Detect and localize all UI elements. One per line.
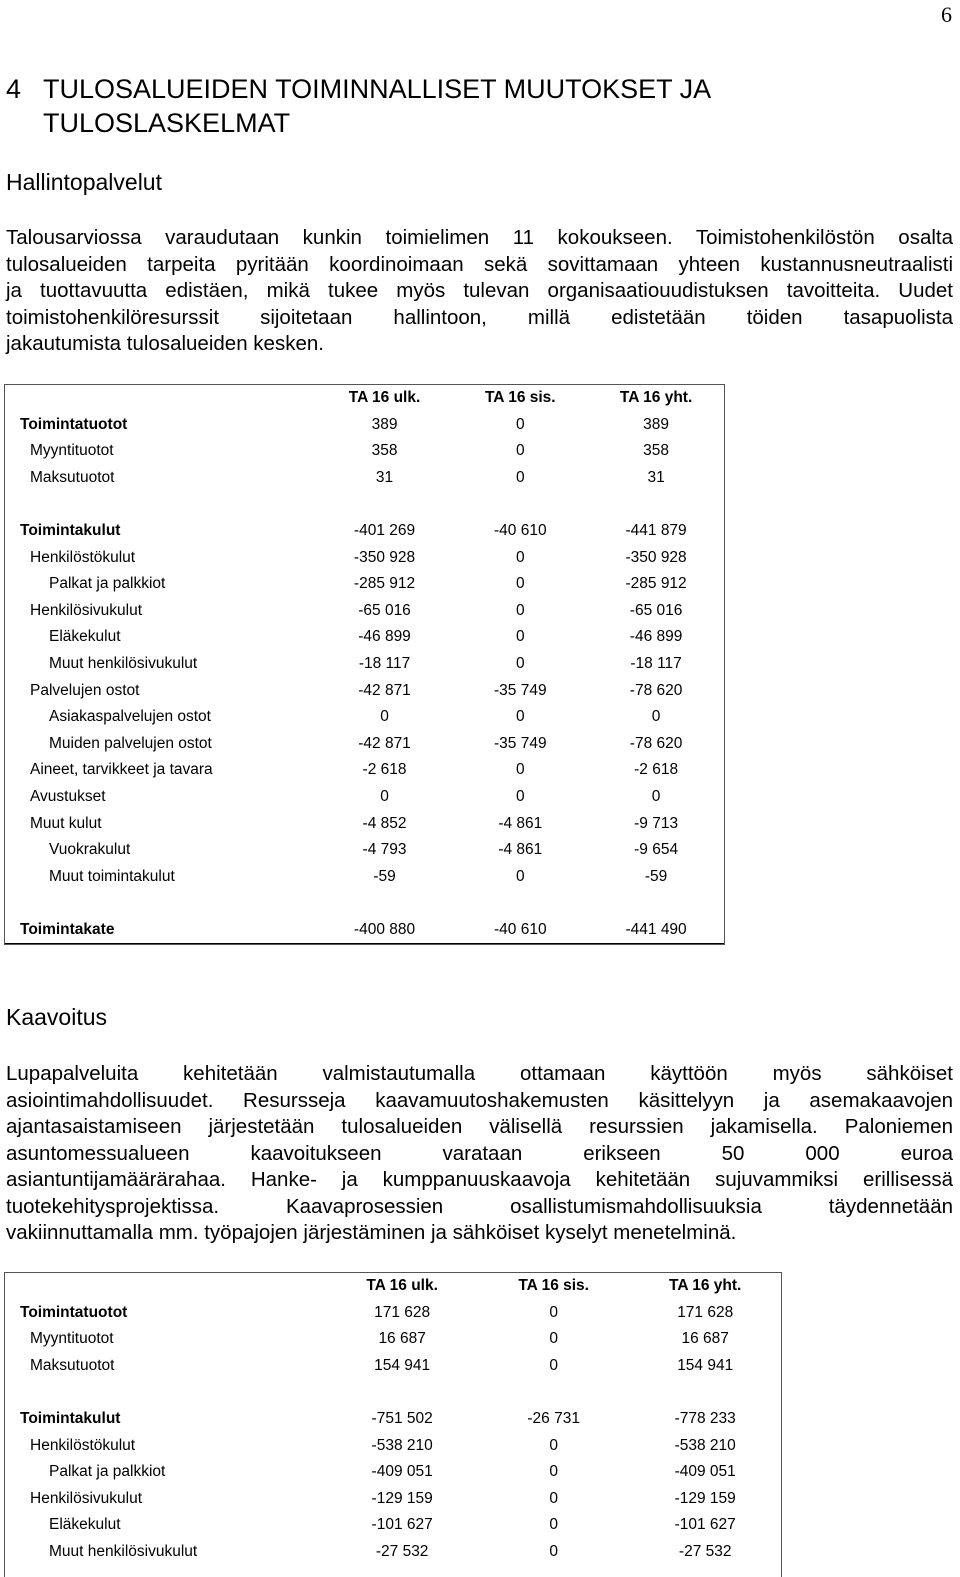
- row-value: 0: [515, 415, 525, 433]
- table-hallinto: [5, 385, 724, 944]
- row-value: 0: [515, 787, 525, 805]
- row-value: 16 687: [378, 1330, 426, 1348]
- row-value: 0: [515, 708, 525, 726]
- row-value: 0: [515, 442, 525, 460]
- row-value: -4 861: [498, 841, 543, 859]
- table-row: [5, 1433, 781, 1460]
- row-value: 0: [549, 1356, 558, 1374]
- row-value: -4 793: [362, 841, 407, 859]
- row-value: 0: [651, 708, 661, 726]
- chapter-title-line-2: TULOSLASKELMAT: [43, 108, 291, 138]
- row-label: Muiden palvelujen ostot: [49, 734, 212, 752]
- row-value: -26 731: [527, 1409, 580, 1427]
- column-header: TA 16 yht.: [669, 1277, 742, 1294]
- paragraph-kaavoitus: [6, 1061, 953, 1247]
- financial-table-hallinto: [4, 384, 725, 945]
- row-value: -35 749: [494, 734, 547, 752]
- table-row: [5, 704, 724, 731]
- row-value: -78 620: [629, 681, 683, 699]
- row-value: -409 051: [371, 1463, 433, 1481]
- table-row: [5, 1353, 781, 1380]
- row-value: 0: [549, 1303, 558, 1321]
- row-value: 0: [515, 628, 525, 646]
- row-label: Toimintakulut: [20, 521, 121, 539]
- row-value: -4 861: [498, 814, 543, 832]
- financial-table-kaavoitus: [4, 1272, 782, 1577]
- row-value: -18 117: [630, 654, 682, 672]
- row-value: -401 269: [353, 521, 416, 539]
- row-label: Maksutuotot: [30, 1356, 115, 1374]
- row-value: 0: [515, 468, 525, 486]
- row-label: Henkilöstökulut: [30, 548, 136, 566]
- row-value: -441 879: [625, 521, 687, 539]
- table-row: [5, 757, 724, 784]
- row-label: Toimintatuotot: [20, 415, 128, 433]
- paragraph-line: vakiinnuttamalla mm. työpajojen järjestäminen ja sähköiset kyselyt menetelminä.: [6, 1221, 737, 1244]
- row-value: -350 928: [625, 548, 687, 566]
- chapter-number: 4: [6, 74, 22, 104]
- row-value: -2 618: [634, 761, 679, 779]
- row-value: -46 899: [629, 628, 683, 646]
- row-value: -101 627: [371, 1516, 433, 1534]
- row-label: Muut henkilösivukulut: [49, 654, 198, 672]
- row-value: 0: [549, 1489, 558, 1507]
- row-label: Vuokrakulut: [49, 841, 131, 859]
- table-row: [5, 731, 724, 758]
- row-value: -40 610: [494, 521, 547, 539]
- header-blank-cell: [5, 1273, 326, 1300]
- row-label: Muut kulut: [30, 814, 102, 832]
- table-row: [5, 1539, 781, 1566]
- paragraph-line: Talousarviossa varaudutaan kunkin toimielimen 11 kokoukseen. Toimistohenkilöstön osalta: [6, 226, 953, 249]
- row-value: -350 928: [353, 548, 416, 566]
- row-label: Eläkekulut: [49, 1516, 121, 1534]
- row-value: -129 159: [371, 1489, 433, 1507]
- paragraph-line: jakautumista tulosalueiden kesken.: [6, 332, 324, 355]
- row-label: Palkat ja palkkiot: [49, 575, 166, 593]
- row-value: -285 912: [625, 575, 687, 593]
- row-value: 0: [549, 1463, 558, 1481]
- paragraph-line: ajantasaistamiseen järjestetään tulosalueiden välisellä resurssien jakamisella. Paloniemen: [6, 1115, 953, 1138]
- row-label: Henkilösivukulut: [30, 1489, 142, 1507]
- row-value: -9 713: [634, 814, 679, 832]
- row-label: Avustukset: [30, 787, 106, 805]
- row-value: -778 233: [674, 1409, 736, 1427]
- row-label: Asiakaspalvelujen ostot: [49, 708, 211, 726]
- row-value: 0: [549, 1516, 558, 1534]
- table-row: [5, 837, 724, 864]
- table-spacer-row: [5, 1379, 781, 1406]
- row-value: -40 610: [452, 917, 588, 944]
- row-value: 0: [380, 787, 389, 805]
- table-spacer-row: [5, 890, 724, 917]
- row-value: 0: [549, 1330, 558, 1348]
- paragraph-line: tuotekehitysprojektissa. Kaavaprosessien osallistumismahdollisuuksia täydennetään: [6, 1194, 953, 1218]
- row-value: -27 532: [678, 1542, 732, 1560]
- table-row: [5, 545, 724, 572]
- row-value: -400 880: [317, 917, 453, 944]
- row-value: 0: [515, 601, 525, 619]
- row-value: 389: [371, 415, 398, 433]
- section-heading-hallinto: Hallintopalvelut: [6, 169, 162, 195]
- row-label: Toimintakulut: [20, 1409, 121, 1427]
- column-header: TA 16 ulk.: [348, 389, 421, 406]
- row-value: 0: [515, 761, 525, 779]
- row-value: 0: [380, 708, 389, 726]
- paragraph-line: ja tuottavuutta edistäen, mikä tukee myös tulevan organisaatiouudistuksen tavoitteita. Uudet: [6, 279, 953, 302]
- column-header: TA 16 yht.: [619, 389, 693, 406]
- row-label: Henkilösivukulut: [30, 601, 142, 619]
- row-value: -2 618: [362, 761, 407, 779]
- table-row: [5, 465, 724, 492]
- row-value: -65 016: [629, 601, 683, 619]
- row-value: 0: [651, 787, 661, 805]
- row-value: -27 532: [375, 1542, 429, 1560]
- row-value: 171 628: [374, 1303, 431, 1321]
- paragraph-line: asiantuntijamäärärahaa. Hanke- ja kumppanuuskaavoja kehitetään sujuvammiksi erillisessä: [6, 1168, 953, 1191]
- row-value: 0: [515, 867, 525, 885]
- row-value: -42 871: [358, 681, 411, 699]
- table-spacer-row: [5, 491, 724, 518]
- row-value: 0: [549, 1436, 558, 1454]
- row-label: Palvelujen ostot: [30, 681, 140, 699]
- row-value: -35 749: [494, 681, 547, 699]
- row-label: Muut henkilösivukulut: [49, 1542, 198, 1560]
- table-kaavoitus: [5, 1273, 781, 1566]
- table-row: [5, 571, 724, 598]
- row-value: 0: [549, 1542, 558, 1560]
- row-value: 154 941: [677, 1356, 734, 1374]
- row-label: Toimintatuotot: [20, 1303, 128, 1321]
- row-value: 31: [647, 468, 665, 486]
- row-value: -101 627: [674, 1516, 736, 1534]
- row-value: -285 912: [353, 575, 416, 593]
- row-value: 358: [371, 442, 398, 460]
- row-value: 0: [515, 654, 525, 672]
- table-row: [5, 412, 724, 439]
- row-value: -59: [373, 867, 396, 885]
- row-label: Myyntituotot: [30, 1330, 114, 1348]
- row-value: -9 654: [634, 841, 679, 859]
- row-label: Maksutuotot: [30, 468, 115, 486]
- row-value: 0: [515, 575, 525, 593]
- chapter-title-line-1: TULOSALUEIDEN TOIMINNALLISET MUUTOKSET JA: [43, 74, 712, 104]
- row-value: 154 941: [374, 1356, 431, 1374]
- spacer-cell: [5, 1379, 781, 1406]
- row-label: Henkilöstökulut: [30, 1436, 136, 1454]
- column-header: TA 16 ulk.: [366, 1277, 438, 1294]
- table-row: [5, 1459, 781, 1486]
- row-value: -441 490: [588, 917, 724, 944]
- row-value: 389: [643, 415, 670, 433]
- paragraph-line: asiointimahdollisuudet. Resursseja kaavamuutoshakemusten käsittelyyn ja asemakaavojen: [6, 1088, 953, 1112]
- row-value: -59: [644, 867, 668, 885]
- row-value: -78 620: [629, 734, 683, 752]
- table-row: [5, 864, 724, 891]
- table-row: [5, 518, 724, 545]
- row-value: -65 016: [358, 601, 411, 619]
- page-number: 6: [941, 2, 952, 27]
- row-label: Toimintakate: [5, 917, 317, 944]
- spacer-cell: [5, 491, 724, 518]
- paragraph-line: asuntomessualueen kaavoitukseen varataan erikseen 50 000 euroa: [6, 1141, 953, 1165]
- row-value: -18 117: [358, 654, 411, 672]
- chapter-title: [6, 72, 946, 140]
- header-blank-cell: [5, 385, 317, 412]
- row-label: Myyntituotot: [30, 442, 114, 460]
- row-label: Eläkekulut: [49, 628, 121, 646]
- table-row: [5, 438, 724, 465]
- table-row: [5, 811, 724, 838]
- table-row: [5, 1300, 781, 1327]
- row-value: -409 051: [674, 1463, 736, 1481]
- row-value: -751 502: [371, 1409, 433, 1427]
- row-label: Palkat ja palkkiot: [49, 1463, 166, 1481]
- table-row: [5, 598, 724, 625]
- paragraph-hallinto: [6, 225, 953, 358]
- table-row: [5, 784, 724, 811]
- row-value: 358: [643, 442, 670, 460]
- row-label: Aineet, tarvikkeet ja tavara: [30, 761, 213, 779]
- section-heading-kaavoitus: Kaavoitus: [6, 1004, 108, 1030]
- row-value: -46 899: [358, 628, 411, 646]
- row-value: 171 628: [677, 1303, 734, 1321]
- table-row: [5, 1486, 781, 1513]
- table-row: [5, 651, 724, 678]
- column-header: TA 16 sis.: [518, 1277, 589, 1294]
- table-row: [5, 1406, 781, 1433]
- row-value: -4 852: [362, 814, 407, 832]
- row-value: 31: [375, 468, 394, 486]
- table-row: [5, 678, 724, 705]
- row-value: 0: [515, 548, 525, 566]
- paragraph-line: Lupapalveluita kehitetään valmistautumalla ottamaan käyttöön myös sähköiset: [6, 1062, 953, 1085]
- row-value: -538 210: [674, 1436, 736, 1454]
- table-row: [5, 1326, 781, 1353]
- row-value: 16 687: [681, 1330, 729, 1348]
- table-row: [5, 624, 724, 651]
- column-header: TA 16 sis.: [484, 389, 556, 406]
- table-header-row: [5, 1273, 781, 1300]
- row-label: Muut toimintakulut: [49, 867, 175, 885]
- table-row: [5, 1512, 781, 1539]
- paragraph-line: toimistohenkilöresurssit sijoitetaan hallintoon, millä edistetään töiden tasapuolista: [6, 305, 953, 329]
- paragraph-line: tulosalueiden tarpeita pyritään koordinoimaan sekä sovittamaan yhteen kustannusneutraalisti: [6, 252, 953, 276]
- row-value: -129 159: [674, 1489, 736, 1507]
- row-value: -42 871: [358, 734, 411, 752]
- table-header-row: [5, 385, 724, 412]
- row-value: -538 210: [371, 1436, 433, 1454]
- spacer-cell: [5, 890, 724, 917]
- table-row: [5, 917, 724, 944]
